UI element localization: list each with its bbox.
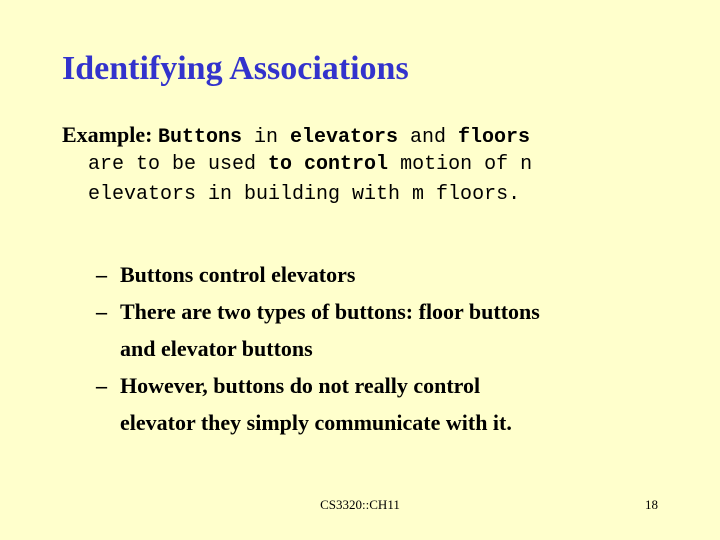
example-text-segment: elevators in building with m floors. [88,183,521,206]
bullet-list [96,256,696,441]
bullet-text-line: and elevator buttons [120,336,313,361]
footer-course: CS3320::CH11 [320,497,400,512]
bullet-text-line: There are two types of buttons: floor buttons [120,299,540,324]
bullet-item [96,293,696,367]
example-block [62,120,692,210]
example-line-1 [62,120,692,150]
example-text-segment: in [241,126,290,149]
example-text-segment: elevators [289,126,399,149]
example-text-segment: and [398,126,459,149]
slide-title: Identifying Associations [62,50,409,87]
example-text-segment: are to be used [88,153,269,176]
footer-page-number: 18 [645,497,658,512]
bullet-item [96,367,696,441]
bullet-dash: – [96,299,107,324]
example-text-segment: Buttons [157,126,242,149]
bullet-dash: – [96,262,107,287]
example-text-segment: floors [458,126,531,149]
bullet-dash: – [96,373,107,398]
example-text-segment: motion of n [388,153,533,176]
bullet-text-line: However, buttons do not really control [120,373,481,398]
example-label: Example: [62,122,158,147]
example-text-segment: to control [268,153,389,176]
bullet-text-line: elevator they simply communicate with it. [120,410,512,435]
example-line-3 [62,180,692,210]
example-line-2 [62,150,692,180]
bullet-item [96,256,696,293]
bullet-text-line: Buttons control elevators [120,262,356,287]
